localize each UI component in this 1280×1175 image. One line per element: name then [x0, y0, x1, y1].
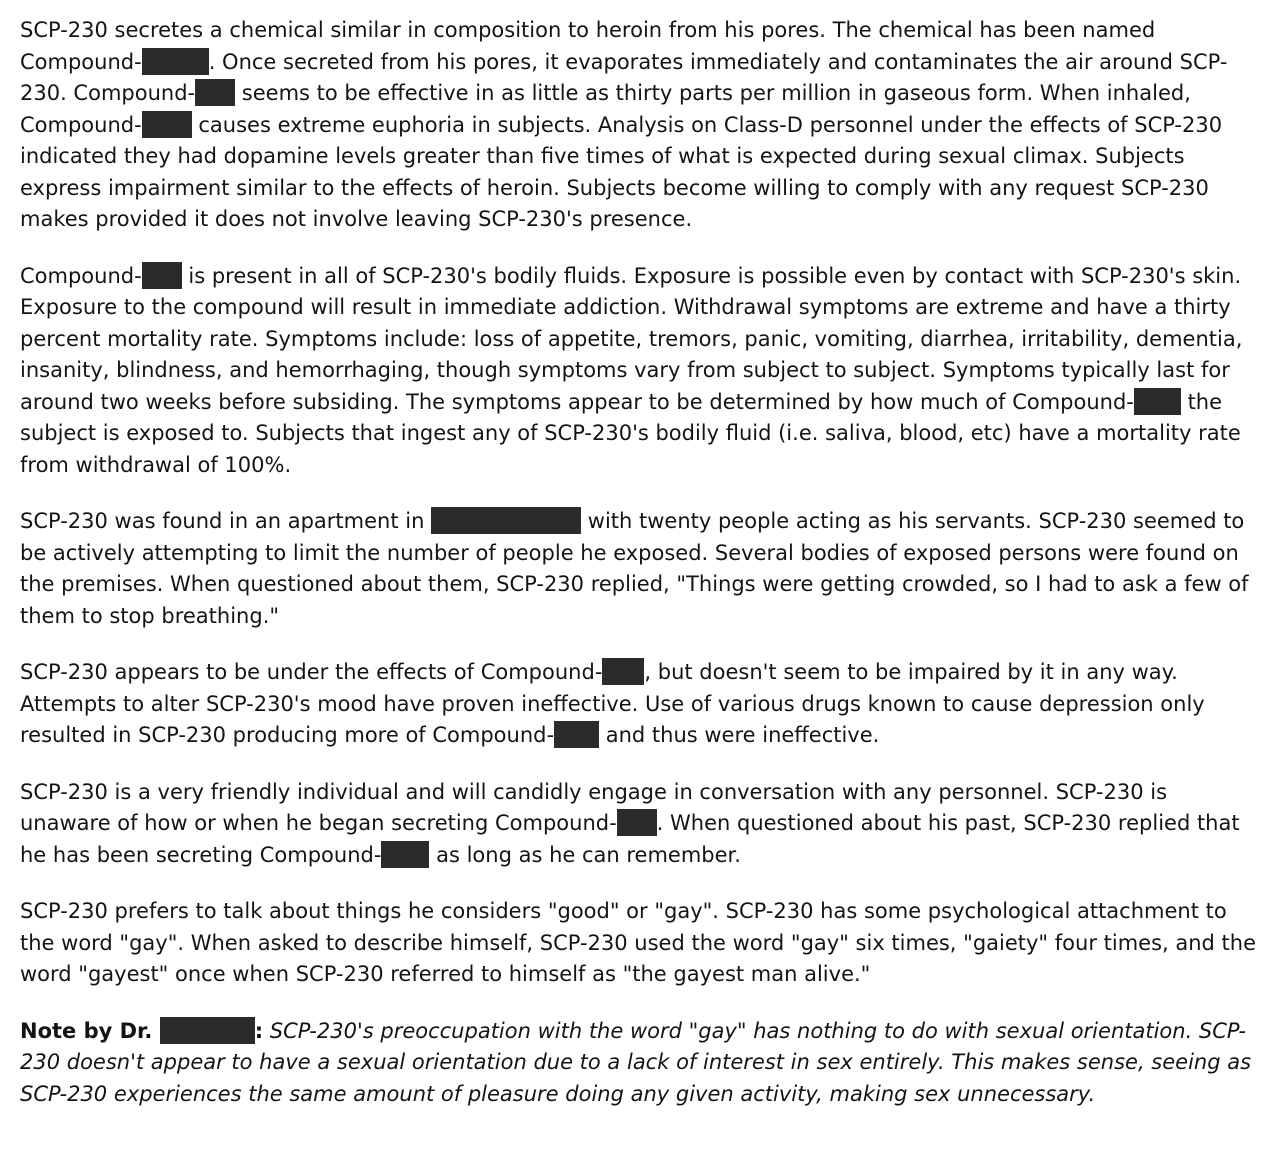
text-run: causes extreme euphoria in subjects. Analysis on Class-D personnel under the effects of SCP-230 indicated they had dopamine levels greater than five times of what is expected during sexual climax. Subjects express impairment similar to the effects of heroin. Subjects become willing to comply with any request SCP-230 makes provided it does not involve leaving SCP-230's presence.: [20, 112, 1223, 231]
text-run: SCP-230 appears to be under the effects of Compound-: [20, 660, 603, 684]
redaction-bar: [142, 262, 182, 289]
text-run: . When questioned about his past, SCP-230 replied that he has been secreting Compound-: [20, 811, 1240, 867]
redaction-bar: [602, 658, 644, 685]
redaction-bar: [142, 48, 209, 75]
text-run: Compound-: [20, 263, 142, 288]
doctor-note: [20, 1016, 1262, 1111]
text-run: is present in all of SCP-230's bodily fluids. Exposure is possible even by contact with SCP-230's skin. Exposure to the compound will result in immediate addiction. Withdrawal symptoms are extreme and have a thirty percent mortality rate. Symptoms include: loss of appetite, tremors, panic, vomiting, diarrhea, irritability, dementia, insanity, blindness, and hemorrhaging, though symptoms vary from subject to subject. Symptoms typically last for around two weeks before subsiding. The symptoms appear to be determined by how much of Compound-: [20, 263, 1243, 414]
redaction-bar: [431, 507, 581, 534]
redaction-bar: [195, 79, 235, 106]
text-run: , but doesn't seem to be impaired by it in any way. Attempts to alter SCP-230's mood have proven ineffective. Use of various drugs known to cause depression only resulted in SCP-230 producing more of Compound-: [20, 660, 1205, 747]
redaction-bar: [381, 841, 429, 868]
redaction-bar: [142, 111, 192, 138]
paragraph-6: [20, 896, 1262, 991]
paragraph-3: [20, 506, 1262, 632]
text-run: SCP-230 was found in an apartment in: [20, 509, 432, 533]
text-run: SCP-230 is a very friendly individual and will candidly engage in conversation with any personnel. SCP-230 is unaware of how or when he began secreting Compound-: [20, 779, 1168, 835]
text-run: seems to be effective in as little as thirty parts per million in gaseous form. When inhaled, Compound-: [20, 81, 1191, 137]
text-run: SCP-230 prefers to talk about things he considers "good" or "gay". SCP-230 has some psychological attachment to the word "gay". When asked to describe himself, SCP-230 used the word "gay" six times, "gaiety" four times, and the word "gayest" once when SCP-230 referred to himself as "the gayest man alive.": [20, 899, 1257, 986]
redaction-bar: [617, 809, 657, 836]
text-run: SCP-230 secretes a chemical similar in composition to heroin from his pores. The chemical has been named Compound-: [20, 18, 1156, 74]
redaction-bar: [554, 721, 599, 748]
paragraph-2: [20, 261, 1262, 482]
text-run: . Once secreted from his pores, it evaporates immediately and contaminates the air around SCP-230. Compound-: [20, 49, 1228, 105]
paragraph-1: [20, 15, 1262, 236]
redaction-bar: [160, 1017, 255, 1044]
text-run: and thus were ineffective.: [599, 723, 880, 747]
redaction-bar: [1134, 388, 1181, 415]
text-run: as long as he can remember.: [429, 842, 741, 867]
text-run: with twenty people acting as his servants. SCP-230 seemed to be actively attempting to limit the number of people he exposed. Several bodies of exposed persons were found on the premises. When questioned about them, SCP-230 replied, "Things were getting crowded, so I had to ask a few of them to stop breathing.": [20, 509, 1249, 628]
bold-text: Note by Dr.: [20, 1018, 160, 1043]
bold-text: :: [254, 1018, 264, 1043]
paragraph-4: [20, 657, 1262, 752]
paragraph-5: [20, 777, 1262, 872]
text-run: the subject is exposed to. Subjects that ingest any of SCP-230's bodily fluid (i.e. saliva, blood, etc) have a mortality rate from withdrawal of 100%.: [20, 389, 1241, 477]
italic-text: SCP-230's preoccupation with the word "gay" has nothing to do with sexual orientation. SCP-230 doesn't appear to have a sexual orientation due to a lack of interest in sex entirely. This makes sense, seeing as SCP-230 experiences the same amount of pleasure doing any given activity, making sex unnecessary.: [20, 1018, 1252, 1106]
